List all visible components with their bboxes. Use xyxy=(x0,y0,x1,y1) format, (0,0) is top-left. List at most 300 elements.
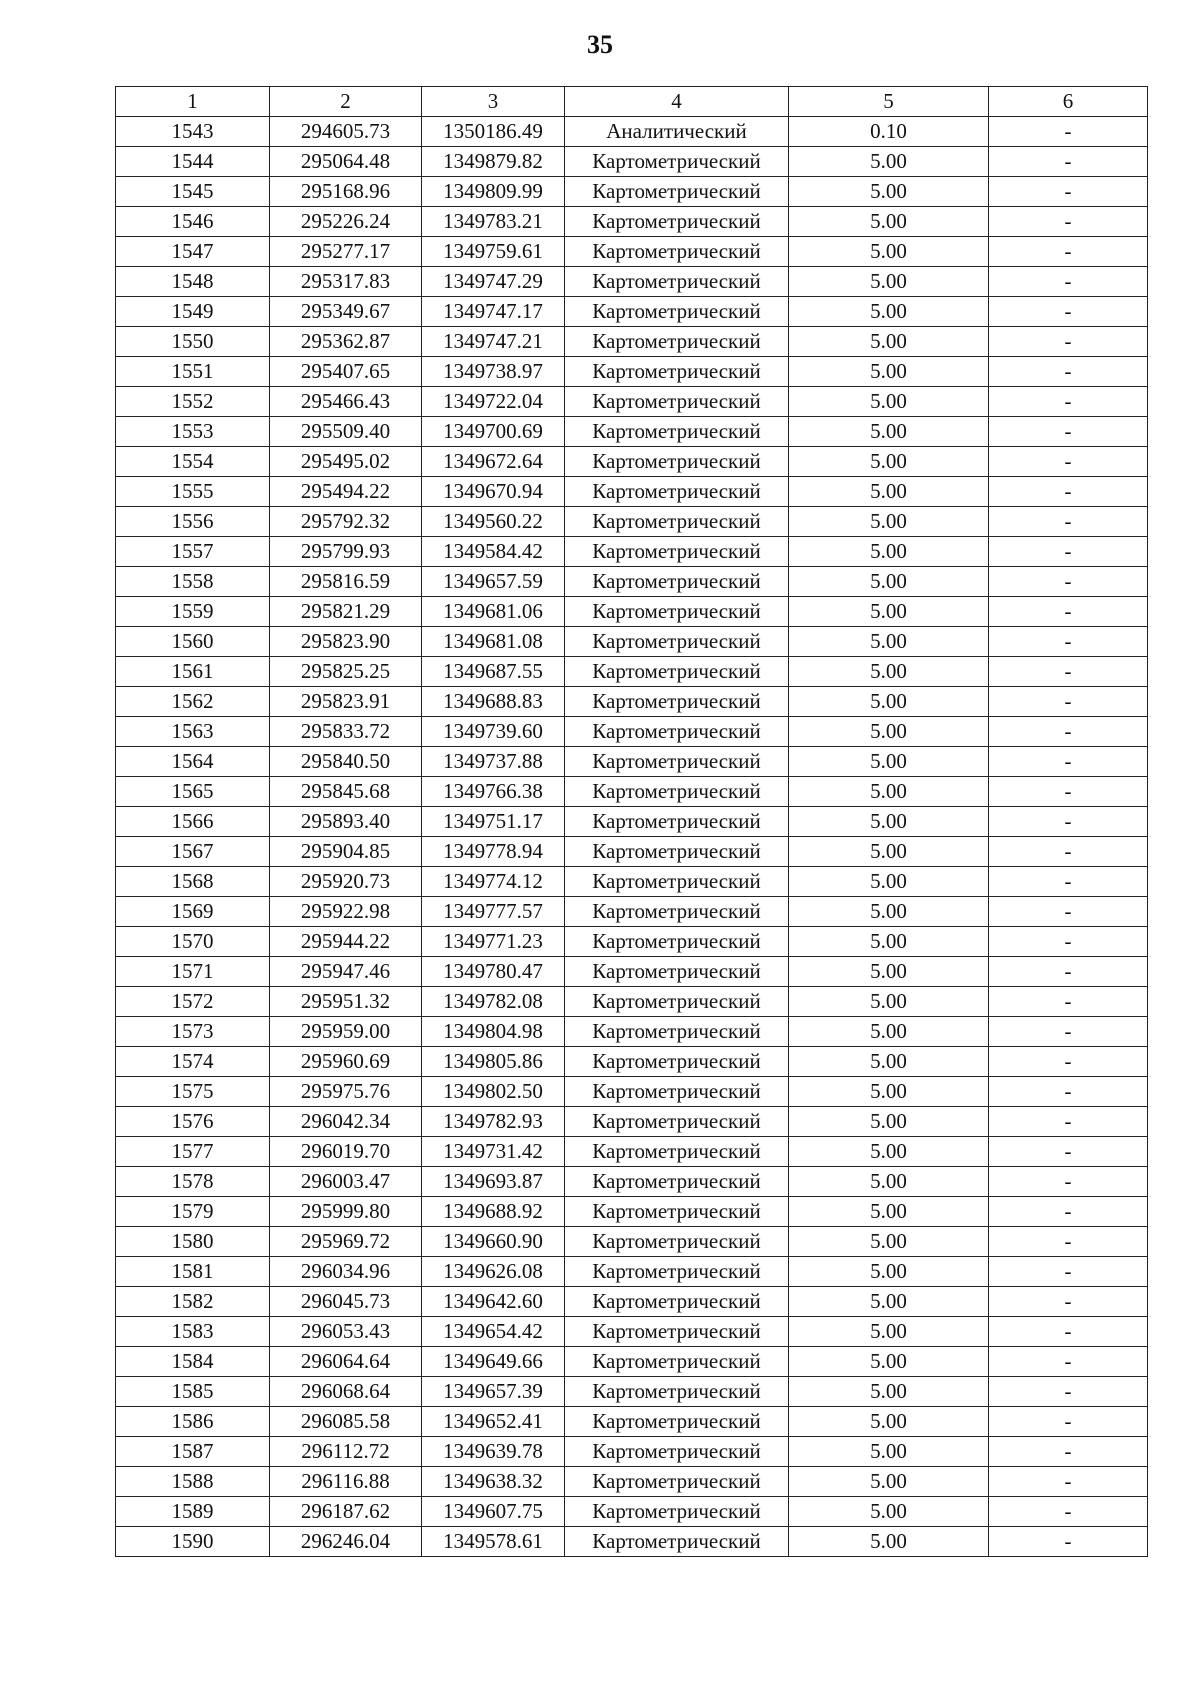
method-cell: Картометрический xyxy=(565,207,789,237)
table-row xyxy=(116,1077,1148,1107)
table-row xyxy=(116,1437,1148,1467)
point-number-cell: 1551 xyxy=(116,357,270,387)
accuracy-cell: 5.00 xyxy=(789,567,989,597)
table-body xyxy=(116,117,1148,1557)
method-cell: Картометрический xyxy=(565,1527,789,1557)
y-coordinate-cell: 1349688.92 xyxy=(422,1197,565,1227)
y-coordinate-cell: 1350186.49 xyxy=(422,117,565,147)
x-coordinate-cell: 296045.73 xyxy=(270,1287,422,1317)
table-row xyxy=(116,327,1148,357)
x-coordinate-cell: 296053.43 xyxy=(270,1317,422,1347)
note-cell: - xyxy=(989,927,1148,957)
note-cell: - xyxy=(989,867,1148,897)
note-cell: - xyxy=(989,1407,1148,1437)
y-coordinate-cell: 1349672.64 xyxy=(422,447,565,477)
note-cell: - xyxy=(989,267,1148,297)
x-coordinate-cell: 295823.91 xyxy=(270,687,422,717)
accuracy-cell: 5.00 xyxy=(789,657,989,687)
note-cell: - xyxy=(989,1107,1148,1137)
point-number-cell: 1558 xyxy=(116,567,270,597)
y-coordinate-cell: 1349584.42 xyxy=(422,537,565,567)
y-coordinate-cell: 1349774.12 xyxy=(422,867,565,897)
method-cell: Картометрический xyxy=(565,477,789,507)
y-coordinate-cell: 1349657.39 xyxy=(422,1377,565,1407)
y-coordinate-cell: 1349782.93 xyxy=(422,1107,565,1137)
method-cell: Картометрический xyxy=(565,987,789,1017)
note-cell: - xyxy=(989,1287,1148,1317)
note-cell: - xyxy=(989,1077,1148,1107)
accuracy-cell: 5.00 xyxy=(789,507,989,537)
method-cell: Картометрический xyxy=(565,417,789,447)
accuracy-cell: 5.00 xyxy=(789,717,989,747)
table-row xyxy=(116,1047,1148,1077)
table-row xyxy=(116,537,1148,567)
x-coordinate-cell: 296112.72 xyxy=(270,1437,422,1467)
table-row xyxy=(116,177,1148,207)
accuracy-cell: 5.00 xyxy=(789,1077,989,1107)
accuracy-cell: 5.00 xyxy=(789,687,989,717)
page-number: 35 xyxy=(587,30,613,59)
point-number-cell: 1559 xyxy=(116,597,270,627)
point-number-cell: 1573 xyxy=(116,1017,270,1047)
note-cell: - xyxy=(989,1467,1148,1497)
note-cell: - xyxy=(989,177,1148,207)
method-cell: Картометрический xyxy=(565,147,789,177)
method-cell: Картометрический xyxy=(565,927,789,957)
accuracy-cell: 5.00 xyxy=(789,1287,989,1317)
x-coordinate-cell: 295975.76 xyxy=(270,1077,422,1107)
note-cell: - xyxy=(989,597,1148,627)
method-cell: Картометрический xyxy=(565,777,789,807)
point-number-cell: 1588 xyxy=(116,1467,270,1497)
y-coordinate-cell: 1349670.94 xyxy=(422,477,565,507)
header-cell-1: 1 xyxy=(116,87,270,117)
x-coordinate-cell: 294605.73 xyxy=(270,117,422,147)
point-number-cell: 1560 xyxy=(116,627,270,657)
point-number-cell: 1543 xyxy=(116,117,270,147)
note-cell: - xyxy=(989,507,1148,537)
header-cell-4: 4 xyxy=(565,87,789,117)
method-cell: Картометрический xyxy=(565,1437,789,1467)
y-coordinate-cell: 1349642.60 xyxy=(422,1287,565,1317)
x-coordinate-cell: 295277.17 xyxy=(270,237,422,267)
x-coordinate-cell: 295833.72 xyxy=(270,717,422,747)
accuracy-cell: 5.00 xyxy=(789,1167,989,1197)
table-row xyxy=(116,417,1148,447)
coordinates-table xyxy=(115,86,1148,1557)
accuracy-cell: 5.00 xyxy=(789,1047,989,1077)
y-coordinate-cell: 1349660.90 xyxy=(422,1227,565,1257)
accuracy-cell: 5.00 xyxy=(789,327,989,357)
header-cell-5: 5 xyxy=(789,87,989,117)
x-coordinate-cell: 295466.43 xyxy=(270,387,422,417)
accuracy-cell: 5.00 xyxy=(789,387,989,417)
method-cell: Картометрический xyxy=(565,267,789,297)
y-coordinate-cell: 1349688.83 xyxy=(422,687,565,717)
method-cell: Картометрический xyxy=(565,1137,789,1167)
y-coordinate-cell: 1349578.61 xyxy=(422,1527,565,1557)
accuracy-cell: 5.00 xyxy=(789,897,989,927)
y-coordinate-cell: 1349747.29 xyxy=(422,267,565,297)
x-coordinate-cell: 295999.80 xyxy=(270,1197,422,1227)
note-cell: - xyxy=(989,897,1148,927)
table-row xyxy=(116,1287,1148,1317)
method-cell: Картометрический xyxy=(565,1257,789,1287)
accuracy-cell: 5.00 xyxy=(789,477,989,507)
point-number-cell: 1565 xyxy=(116,777,270,807)
y-coordinate-cell: 1349809.99 xyxy=(422,177,565,207)
x-coordinate-cell: 295840.50 xyxy=(270,747,422,777)
x-coordinate-cell: 295893.40 xyxy=(270,807,422,837)
accuracy-cell: 5.00 xyxy=(789,1137,989,1167)
y-coordinate-cell: 1349626.08 xyxy=(422,1257,565,1287)
accuracy-cell: 5.00 xyxy=(789,1317,989,1347)
accuracy-cell: 5.00 xyxy=(789,297,989,327)
method-cell: Картометрический xyxy=(565,897,789,927)
point-number-cell: 1556 xyxy=(116,507,270,537)
note-cell: - xyxy=(989,1377,1148,1407)
accuracy-cell: 5.00 xyxy=(789,927,989,957)
note-cell: - xyxy=(989,1167,1148,1197)
table-row xyxy=(116,357,1148,387)
y-coordinate-cell: 1349649.66 xyxy=(422,1347,565,1377)
table-row xyxy=(116,837,1148,867)
x-coordinate-cell: 295904.85 xyxy=(270,837,422,867)
table-row xyxy=(116,117,1148,147)
accuracy-cell: 5.00 xyxy=(789,207,989,237)
point-number-cell: 1562 xyxy=(116,687,270,717)
accuracy-cell: 5.00 xyxy=(789,1107,989,1137)
accuracy-cell: 5.00 xyxy=(789,1347,989,1377)
point-number-cell: 1589 xyxy=(116,1497,270,1527)
x-coordinate-cell: 296246.04 xyxy=(270,1527,422,1557)
method-cell: Картометрический xyxy=(565,807,789,837)
y-coordinate-cell: 1349804.98 xyxy=(422,1017,565,1047)
table-row xyxy=(116,207,1148,237)
point-number-cell: 1582 xyxy=(116,1287,270,1317)
y-coordinate-cell: 1349737.88 xyxy=(422,747,565,777)
y-coordinate-cell: 1349747.17 xyxy=(422,297,565,327)
table-row xyxy=(116,717,1148,747)
method-cell: Картометрический xyxy=(565,387,789,417)
y-coordinate-cell: 1349638.32 xyxy=(422,1467,565,1497)
point-number-cell: 1574 xyxy=(116,1047,270,1077)
y-coordinate-cell: 1349652.41 xyxy=(422,1407,565,1437)
y-coordinate-cell: 1349657.59 xyxy=(422,567,565,597)
note-cell: - xyxy=(989,1137,1148,1167)
x-coordinate-cell: 295495.02 xyxy=(270,447,422,477)
point-number-cell: 1552 xyxy=(116,387,270,417)
header-cell-3: 3 xyxy=(422,87,565,117)
method-cell: Картометрический xyxy=(565,1107,789,1137)
table-row xyxy=(116,1137,1148,1167)
method-cell: Картометрический xyxy=(565,1047,789,1077)
table-row xyxy=(116,987,1148,1017)
point-number-cell: 1550 xyxy=(116,327,270,357)
note-cell: - xyxy=(989,837,1148,867)
y-coordinate-cell: 1349693.87 xyxy=(422,1167,565,1197)
point-number-cell: 1571 xyxy=(116,957,270,987)
x-coordinate-cell: 296042.34 xyxy=(270,1107,422,1137)
accuracy-cell: 5.00 xyxy=(789,1227,989,1257)
accuracy-cell: 5.00 xyxy=(789,777,989,807)
table-row xyxy=(116,627,1148,657)
point-number-cell: 1564 xyxy=(116,747,270,777)
y-coordinate-cell: 1349560.22 xyxy=(422,507,565,537)
method-cell: Картометрический xyxy=(565,177,789,207)
x-coordinate-cell: 295792.32 xyxy=(270,507,422,537)
x-coordinate-cell: 295168.96 xyxy=(270,177,422,207)
table-row xyxy=(116,957,1148,987)
x-coordinate-cell: 295825.25 xyxy=(270,657,422,687)
y-coordinate-cell: 1349879.82 xyxy=(422,147,565,177)
method-cell: Картометрический xyxy=(565,627,789,657)
note-cell: - xyxy=(989,1227,1148,1257)
x-coordinate-cell: 295922.98 xyxy=(270,897,422,927)
point-number-cell: 1584 xyxy=(116,1347,270,1377)
method-cell: Картометрический xyxy=(565,567,789,597)
x-coordinate-cell: 296064.64 xyxy=(270,1347,422,1377)
point-number-cell: 1557 xyxy=(116,537,270,567)
x-coordinate-cell: 296019.70 xyxy=(270,1137,422,1167)
accuracy-cell: 5.00 xyxy=(789,267,989,297)
note-cell: - xyxy=(989,207,1148,237)
note-cell: - xyxy=(989,717,1148,747)
y-coordinate-cell: 1349766.38 xyxy=(422,777,565,807)
x-coordinate-cell: 295509.40 xyxy=(270,417,422,447)
method-cell: Картометрический xyxy=(565,537,789,567)
table-row xyxy=(116,1227,1148,1257)
note-cell: - xyxy=(989,117,1148,147)
y-coordinate-cell: 1349681.08 xyxy=(422,627,565,657)
header-cell-6: 6 xyxy=(989,87,1148,117)
method-cell: Картометрический xyxy=(565,327,789,357)
accuracy-cell: 5.00 xyxy=(789,1017,989,1047)
x-coordinate-cell: 295362.87 xyxy=(270,327,422,357)
note-cell: - xyxy=(989,1497,1148,1527)
method-cell: Картометрический xyxy=(565,1167,789,1197)
y-coordinate-cell: 1349731.42 xyxy=(422,1137,565,1167)
table-row xyxy=(116,507,1148,537)
table-row xyxy=(116,1407,1148,1437)
x-coordinate-cell: 295823.90 xyxy=(270,627,422,657)
note-cell: - xyxy=(989,1017,1148,1047)
accuracy-cell: 5.00 xyxy=(789,1407,989,1437)
x-coordinate-cell: 295960.69 xyxy=(270,1047,422,1077)
header-row xyxy=(116,87,1148,117)
accuracy-cell: 5.00 xyxy=(789,987,989,1017)
point-number-cell: 1547 xyxy=(116,237,270,267)
point-number-cell: 1579 xyxy=(116,1197,270,1227)
note-cell: - xyxy=(989,1197,1148,1227)
table-row xyxy=(116,657,1148,687)
y-coordinate-cell: 1349778.94 xyxy=(422,837,565,867)
method-cell: Картометрический xyxy=(565,1497,789,1527)
method-cell: Картометрический xyxy=(565,657,789,687)
note-cell: - xyxy=(989,807,1148,837)
y-coordinate-cell: 1349751.17 xyxy=(422,807,565,837)
note-cell: - xyxy=(989,537,1148,567)
x-coordinate-cell: 296116.88 xyxy=(270,1467,422,1497)
accuracy-cell: 5.00 xyxy=(789,1497,989,1527)
point-number-cell: 1590 xyxy=(116,1527,270,1557)
table-row xyxy=(116,447,1148,477)
method-cell: Картометрический xyxy=(565,747,789,777)
point-number-cell: 1548 xyxy=(116,267,270,297)
table-row xyxy=(116,1167,1148,1197)
point-number-cell: 1580 xyxy=(116,1227,270,1257)
point-number-cell: 1546 xyxy=(116,207,270,237)
accuracy-cell: 5.00 xyxy=(789,1437,989,1467)
point-number-cell: 1567 xyxy=(116,837,270,867)
table-row xyxy=(116,1197,1148,1227)
table-header xyxy=(116,87,1148,117)
table-row xyxy=(116,1497,1148,1527)
accuracy-cell: 5.00 xyxy=(789,867,989,897)
x-coordinate-cell: 295799.93 xyxy=(270,537,422,567)
method-cell: Картометрический xyxy=(565,1317,789,1347)
x-coordinate-cell: 295947.46 xyxy=(270,957,422,987)
accuracy-cell: 5.00 xyxy=(789,1257,989,1287)
point-number-cell: 1569 xyxy=(116,897,270,927)
accuracy-cell: 5.00 xyxy=(789,237,989,267)
table-row xyxy=(116,387,1148,417)
note-cell: - xyxy=(989,957,1148,987)
x-coordinate-cell: 295226.24 xyxy=(270,207,422,237)
table-row xyxy=(116,1257,1148,1287)
note-cell: - xyxy=(989,1437,1148,1467)
note-cell: - xyxy=(989,627,1148,657)
point-number-cell: 1581 xyxy=(116,1257,270,1287)
note-cell: - xyxy=(989,1257,1148,1287)
point-number-cell: 1545 xyxy=(116,177,270,207)
note-cell: - xyxy=(989,1347,1148,1377)
table-row xyxy=(116,1347,1148,1377)
accuracy-cell: 5.00 xyxy=(789,447,989,477)
y-coordinate-cell: 1349639.78 xyxy=(422,1437,565,1467)
table-row xyxy=(116,747,1148,777)
accuracy-cell: 5.00 xyxy=(789,957,989,987)
x-coordinate-cell: 295959.00 xyxy=(270,1017,422,1047)
accuracy-cell: 5.00 xyxy=(789,597,989,627)
method-cell: Картометрический xyxy=(565,1227,789,1257)
note-cell: - xyxy=(989,147,1148,177)
y-coordinate-cell: 1349782.08 xyxy=(422,987,565,1017)
y-coordinate-cell: 1349783.21 xyxy=(422,207,565,237)
note-cell: - xyxy=(989,357,1148,387)
point-number-cell: 1555 xyxy=(116,477,270,507)
method-cell: Картометрический xyxy=(565,837,789,867)
point-number-cell: 1566 xyxy=(116,807,270,837)
x-coordinate-cell: 295816.59 xyxy=(270,567,422,597)
method-cell: Картометрический xyxy=(565,1017,789,1047)
method-cell: Картометрический xyxy=(565,1287,789,1317)
table-row xyxy=(116,597,1148,627)
y-coordinate-cell: 1349771.23 xyxy=(422,927,565,957)
method-cell: Картометрический xyxy=(565,357,789,387)
table-row xyxy=(116,297,1148,327)
table-row xyxy=(116,807,1148,837)
table-row xyxy=(116,147,1148,177)
point-number-cell: 1553 xyxy=(116,417,270,447)
y-coordinate-cell: 1349700.69 xyxy=(422,417,565,447)
table-row xyxy=(116,1317,1148,1347)
point-number-cell: 1572 xyxy=(116,987,270,1017)
y-coordinate-cell: 1349722.04 xyxy=(422,387,565,417)
accuracy-cell: 5.00 xyxy=(789,1527,989,1557)
accuracy-cell: 5.00 xyxy=(789,1197,989,1227)
note-cell: - xyxy=(989,657,1148,687)
point-number-cell: 1561 xyxy=(116,657,270,687)
note-cell: - xyxy=(989,477,1148,507)
method-cell: Картометрический xyxy=(565,237,789,267)
accuracy-cell: 5.00 xyxy=(789,1377,989,1407)
method-cell: Картометрический xyxy=(565,1077,789,1107)
method-cell: Картометрический xyxy=(565,597,789,627)
accuracy-cell: 5.00 xyxy=(789,1467,989,1497)
point-number-cell: 1575 xyxy=(116,1077,270,1107)
note-cell: - xyxy=(989,447,1148,477)
x-coordinate-cell: 295944.22 xyxy=(270,927,422,957)
x-coordinate-cell: 295407.65 xyxy=(270,357,422,387)
table-row xyxy=(116,1017,1148,1047)
note-cell: - xyxy=(989,237,1148,267)
note-cell: - xyxy=(989,1047,1148,1077)
x-coordinate-cell: 295845.68 xyxy=(270,777,422,807)
x-coordinate-cell: 296187.62 xyxy=(270,1497,422,1527)
x-coordinate-cell: 296085.58 xyxy=(270,1407,422,1437)
table-row xyxy=(116,567,1148,597)
y-coordinate-cell: 1349681.06 xyxy=(422,597,565,627)
y-coordinate-cell: 1349777.57 xyxy=(422,897,565,927)
point-number-cell: 1568 xyxy=(116,867,270,897)
table-row xyxy=(116,867,1148,897)
y-coordinate-cell: 1349747.21 xyxy=(422,327,565,357)
y-coordinate-cell: 1349802.50 xyxy=(422,1077,565,1107)
note-cell: - xyxy=(989,687,1148,717)
x-coordinate-cell: 296068.64 xyxy=(270,1377,422,1407)
accuracy-cell: 5.00 xyxy=(789,627,989,657)
note-cell: - xyxy=(989,297,1148,327)
table-row xyxy=(116,897,1148,927)
x-coordinate-cell: 296034.96 xyxy=(270,1257,422,1287)
accuracy-cell: 5.00 xyxy=(789,357,989,387)
point-number-cell: 1578 xyxy=(116,1167,270,1197)
method-cell: Картометрический xyxy=(565,957,789,987)
method-cell: Картометрический xyxy=(565,1197,789,1227)
header-cell-2: 2 xyxy=(270,87,422,117)
accuracy-cell: 5.00 xyxy=(789,807,989,837)
method-cell: Картометрический xyxy=(565,717,789,747)
note-cell: - xyxy=(989,777,1148,807)
table-row xyxy=(116,477,1148,507)
accuracy-cell: 5.00 xyxy=(789,747,989,777)
accuracy-cell: 5.00 xyxy=(789,417,989,447)
point-number-cell: 1549 xyxy=(116,297,270,327)
x-coordinate-cell: 295317.83 xyxy=(270,267,422,297)
method-cell: Картометрический xyxy=(565,687,789,717)
point-number-cell: 1583 xyxy=(116,1317,270,1347)
point-number-cell: 1585 xyxy=(116,1377,270,1407)
note-cell: - xyxy=(989,387,1148,417)
x-coordinate-cell: 295821.29 xyxy=(270,597,422,627)
table-row xyxy=(116,777,1148,807)
accuracy-cell: 0.10 xyxy=(789,117,989,147)
method-cell: Картометрический xyxy=(565,507,789,537)
x-coordinate-cell: 295920.73 xyxy=(270,867,422,897)
table-row xyxy=(116,687,1148,717)
note-cell: - xyxy=(989,417,1148,447)
